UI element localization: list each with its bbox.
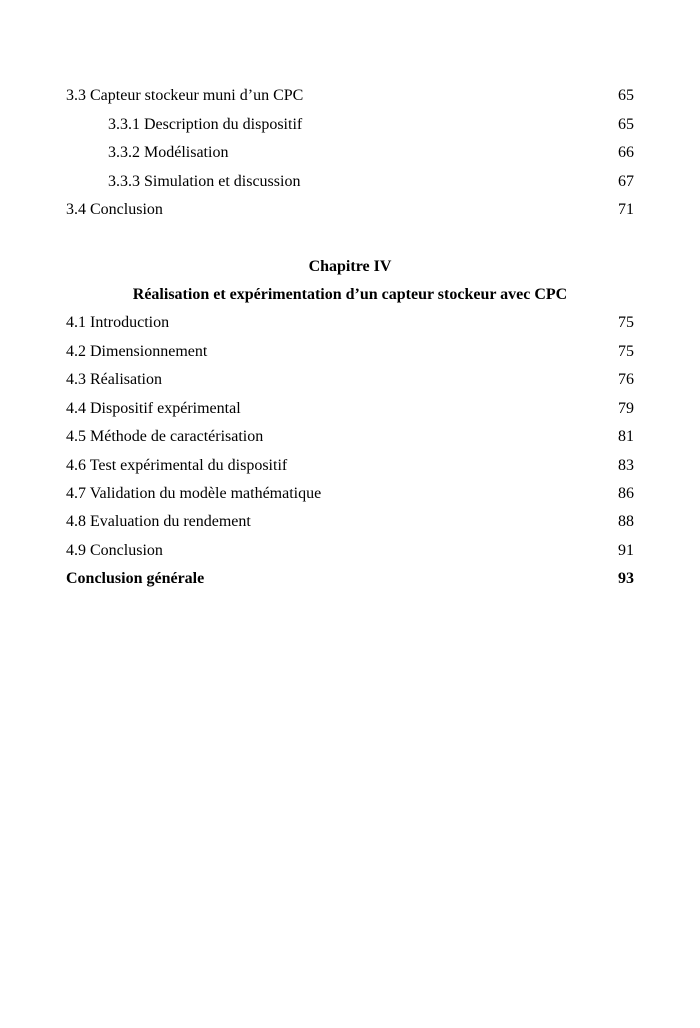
toc-entry-4-4[interactable] (66, 397, 634, 421)
toc-entry-4-9[interactable] (66, 539, 634, 563)
toc-entry-label: 4.6 Test expérimental du dispositif (66, 457, 288, 474)
toc-entry-general-conclusion[interactable] (66, 567, 634, 591)
toc-entry-page-number: 86 (618, 485, 634, 502)
toc-entry-3-3-2[interactable] (108, 141, 634, 165)
toc-entry-3-4[interactable] (66, 198, 634, 222)
toc-entry-4-8[interactable] (66, 510, 634, 534)
toc-entry-page-number: 88 (618, 513, 634, 530)
toc-entry-page-number: 65 (618, 87, 634, 104)
toc-entry-label: 4.3 Réalisation (66, 371, 162, 388)
toc-entry-label: 4.4 Dispositif expérimental (66, 400, 241, 417)
toc-entry-label: 3.3.2 Modélisation (108, 144, 229, 161)
toc-entry-page-number: 71 (618, 201, 634, 218)
toc-entry-page-number: 66 (618, 144, 634, 161)
toc-entry-4-1[interactable] (66, 311, 634, 335)
toc-entry-label: 3.3.1 Description du dispositif (108, 116, 303, 133)
toc-entry-3-3-1[interactable] (108, 113, 634, 137)
toc-entry-3-3[interactable] (66, 84, 634, 108)
toc-entry-label: 4.7 Validation du modèle mathématique (66, 485, 322, 502)
toc-entry-4-7[interactable] (66, 482, 634, 506)
toc-entry-page-number: 67 (618, 173, 634, 190)
chapter-title: Réalisation et expérimentation d’un capteur stockeur avec CPC (132, 286, 568, 303)
toc-entry-3-3-3[interactable] (108, 170, 634, 194)
toc-entry-label: 3.3.3 Simulation et discussion (108, 173, 301, 190)
toc-entry-page-number: 75 (618, 343, 634, 360)
toc-entry-page-number: 91 (618, 542, 634, 559)
toc-entry-label: 4.9 Conclusion (66, 542, 163, 559)
toc-entry-4-6[interactable] (66, 454, 634, 478)
chapter-heading: Chapitre IV (308, 258, 392, 275)
toc-entry-label: 4.2 Dimensionnement (66, 343, 208, 360)
toc-entry-4-2[interactable] (66, 340, 634, 364)
toc-entry-label: 4.5 Méthode de caractérisation (66, 428, 264, 445)
toc-entry-label: Conclusion générale (66, 570, 205, 587)
toc-entry-page-number: 79 (618, 400, 634, 417)
toc-entry-label: 4.1 Introduction (66, 314, 170, 331)
toc-entry-page-number: 83 (618, 457, 634, 474)
toc-entry-label: 3.4 Conclusion (66, 201, 163, 218)
toc-entry-page-number: 76 (618, 371, 634, 388)
toc-entry-page-number: 93 (618, 570, 634, 587)
toc-entry-page-number: 75 (618, 314, 634, 331)
toc-entry-label: 4.8 Evaluation du rendement (66, 513, 251, 530)
toc-entry-4-3[interactable] (66, 368, 634, 392)
toc-entry-page-number: 81 (618, 428, 634, 445)
toc-entry-page-number: 65 (618, 116, 634, 133)
toc-entry-4-5[interactable] (66, 425, 634, 449)
toc-entry-label: 3.3 Capteur stockeur muni d’un CPC (66, 87, 304, 104)
